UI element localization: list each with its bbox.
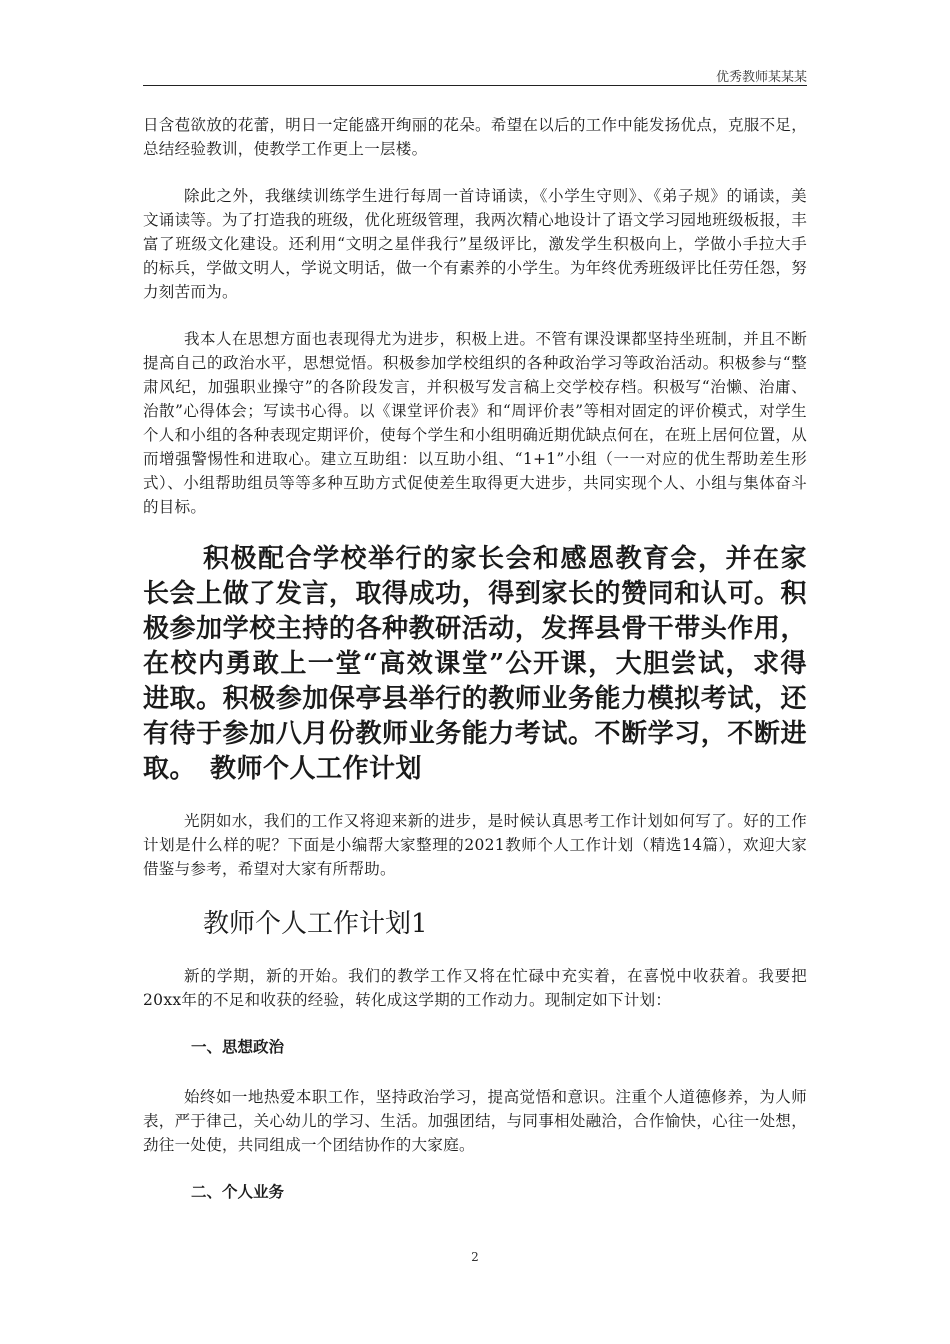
inline-title: 教师个人工作计划 [210,754,423,784]
section-heading-politics: 一、思想政治 [191,1037,285,1056]
paragraph-recitation: 除此之外，我继续训练学生进行每周一首诗诵读，《小学生守则》、《弟子规》的诵读，美文诵读等。为了打造我的班级，优化班级管理，我两次精心地设计了语文学习园地班级板报，丰富了班级文化建设。还利用“文明之星伴我行”星级评比，激发学生积极向上，学做小手拉大手的标兵，学做文明人，学说文明话，做一个有素养的小学生。为年终优秀班级评比任劳任怨，努力刻苦而为。 [143,187,807,301]
paragraph-ideology: 我本人在思想方面也表现得尤为进步，积极上进。不管有课没课都坚持坐班制，并且不断提高自己的政治水平，思想觉悟。积极参加学校组织的各种政治学习等政治活动。积极参与“整肃风纪，加强职业操守”的各阶段发言，并积极写发言稿上交学校存档。积极写“治懒、治庸、治散”心得体会；写读书心得。以《课堂评价表》和“周评价表”等相对固定的评价模式，对学生个人和小组的各种表现定期评价，使每个学生和小组明确近期优缺点何在，在班上居何位置，从而增强警惕性和进取心。建立互助组：以互助小组、“1+1”小组（一一对应的优生帮助差生形式）、小组帮助组员等等多种互助方式促使差生取得更大进步，共同实现个人、小组与集体奋斗的目标。 [143,330,807,516]
header-rule [143,85,807,86]
paragraph-large-bold [143,542,807,787]
paragraph-large-bold-text: 积极配合学校举行的家长会和感恩教育会，并在家长会上做了发言，取得成功，得到家长的赞同和认可。积极参加学校主持的各种教研活动，发挥县骨干带头作用，在校内勇敢上一堂“高效课堂”公开课，大胆尝试，求得进取。积极参加保亭县举行的教师业务能力模拟考试，还有待于参加八月份教师业务能力考试。不断学习，不断进取。 [143,544,807,784]
paragraph-continuation: 日含苞欲放的花蕾，明日一定能盛开绚丽的花朵。希望在以后的工作中能发扬优点，克服不足，总结经验教训，使教学工作更上一层楼。 [143,116,807,158]
paragraph-intro: 光阴如水，我们的工作又将迎来新的进步，是时候认真思考工作计划如何写了。好的工作计划是什么样的呢？下面是小编帮大家整理的2021教师个人工作计划（精选14篇），欢迎大家借鉴与参考，希望对大家有所帮助。 [143,812,807,878]
paragraph-politics: 始终如一地热爱本职工作，坚持政治学习，提高觉悟和意识。注重个人道德修养，为人师表，严于律己，关心幼儿的学习、生活。加强团结，与同事相处融洽，合作愉快，心往一处想，劲往一处使，共同组成一个团结协作的大家庭。 [143,1088,807,1154]
plan-heading: 教师个人工作计划1 [203,909,428,939]
page-number: 2 [471,1250,479,1264]
section-heading-business: 二、个人业务 [191,1182,285,1201]
document-body [143,113,807,1230]
page-header-text: 优秀教师某某某 [715,70,807,85]
paragraph-new-semester: 新的学期，新的开始。我们的教学工作又将在忙碌中充实着，在喜悦中收获着。我要把20xx年的不足和收获的经验，转化成这学期的工作动力。现制定如下计划： [143,967,807,1009]
